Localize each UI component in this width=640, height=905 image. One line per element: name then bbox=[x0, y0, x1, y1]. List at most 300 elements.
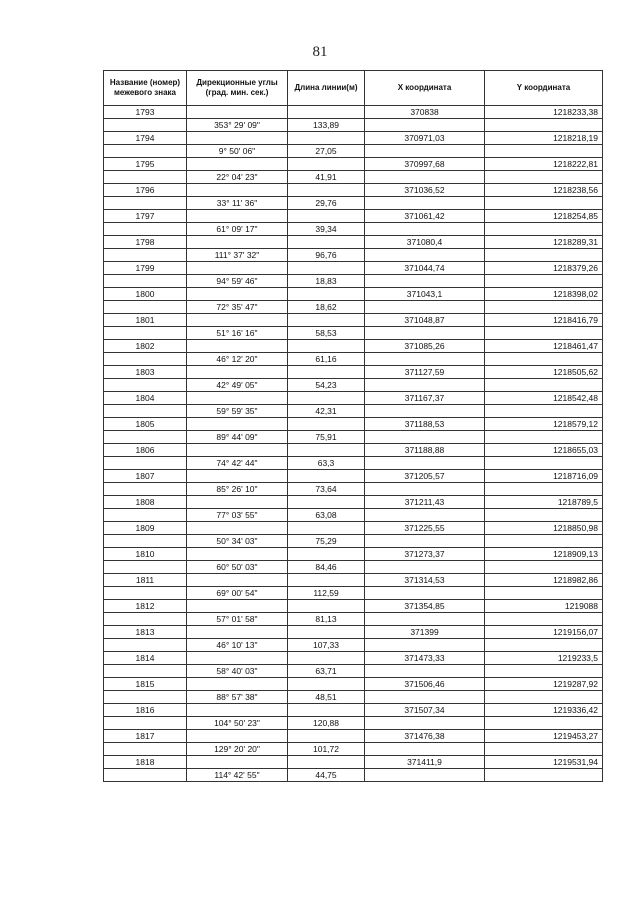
empty-cell bbox=[104, 145, 187, 158]
empty-cell bbox=[288, 574, 365, 587]
empty-cell bbox=[187, 444, 288, 457]
line-length: 63,71 bbox=[288, 665, 365, 678]
point-row bbox=[104, 418, 603, 431]
empty-cell bbox=[288, 626, 365, 639]
direction-angle: 104° 50' 23" bbox=[187, 717, 288, 730]
empty-cell bbox=[365, 743, 485, 756]
y-coordinate: 1219287,92 bbox=[485, 678, 603, 691]
point-row bbox=[104, 600, 603, 613]
header-length: Длина линии(м) bbox=[288, 71, 365, 106]
empty-cell bbox=[288, 158, 365, 171]
empty-cell bbox=[104, 561, 187, 574]
empty-cell bbox=[104, 327, 187, 340]
y-coordinate: 1219531,94 bbox=[485, 756, 603, 769]
segment-row bbox=[104, 509, 603, 522]
empty-cell bbox=[365, 353, 485, 366]
x-coordinate: 371043,1 bbox=[365, 288, 485, 301]
empty-cell bbox=[485, 613, 603, 626]
empty-cell bbox=[288, 522, 365, 535]
point-name: 1808 bbox=[104, 496, 187, 509]
empty-cell bbox=[104, 171, 187, 184]
line-length: 48,51 bbox=[288, 691, 365, 704]
point-name: 1813 bbox=[104, 626, 187, 639]
point-row bbox=[104, 756, 603, 769]
y-coordinate: 1218909,13 bbox=[485, 548, 603, 561]
point-name: 1803 bbox=[104, 366, 187, 379]
point-row bbox=[104, 210, 603, 223]
point-name: 1807 bbox=[104, 470, 187, 483]
empty-cell bbox=[365, 171, 485, 184]
direction-angle: 111° 37' 32" bbox=[187, 249, 288, 262]
y-coordinate: 1218398,02 bbox=[485, 288, 603, 301]
empty-cell bbox=[365, 587, 485, 600]
line-length: 107,33 bbox=[288, 639, 365, 652]
empty-cell bbox=[288, 210, 365, 223]
line-length: 81,13 bbox=[288, 613, 365, 626]
empty-cell bbox=[104, 379, 187, 392]
empty-cell bbox=[288, 470, 365, 483]
x-coordinate: 371507,34 bbox=[365, 704, 485, 717]
segment-row bbox=[104, 301, 603, 314]
empty-cell bbox=[365, 457, 485, 470]
empty-cell bbox=[187, 522, 288, 535]
empty-cell bbox=[288, 132, 365, 145]
empty-cell bbox=[104, 457, 187, 470]
empty-cell bbox=[187, 548, 288, 561]
direction-angle: 72° 35' 47" bbox=[187, 301, 288, 314]
empty-cell bbox=[187, 340, 288, 353]
point-row bbox=[104, 288, 603, 301]
empty-cell bbox=[365, 613, 485, 626]
segment-row bbox=[104, 119, 603, 132]
segment-row bbox=[104, 587, 603, 600]
y-coordinate: 1218716,09 bbox=[485, 470, 603, 483]
point-row bbox=[104, 444, 603, 457]
empty-cell bbox=[485, 197, 603, 210]
point-row bbox=[104, 366, 603, 379]
point-name: 1810 bbox=[104, 548, 187, 561]
y-coordinate: 1218505,62 bbox=[485, 366, 603, 379]
empty-cell bbox=[187, 106, 288, 119]
point-name: 1814 bbox=[104, 652, 187, 665]
empty-cell bbox=[485, 171, 603, 184]
empty-cell bbox=[365, 639, 485, 652]
empty-cell bbox=[187, 496, 288, 509]
empty-cell bbox=[187, 184, 288, 197]
point-row bbox=[104, 184, 603, 197]
empty-cell bbox=[104, 691, 187, 704]
empty-cell bbox=[365, 275, 485, 288]
table-header-row bbox=[104, 71, 603, 106]
point-row bbox=[104, 340, 603, 353]
line-length: 75,91 bbox=[288, 431, 365, 444]
direction-angle: 42° 49' 05" bbox=[187, 379, 288, 392]
empty-cell bbox=[365, 561, 485, 574]
empty-cell bbox=[288, 288, 365, 301]
x-coordinate: 371188,53 bbox=[365, 418, 485, 431]
segment-row bbox=[104, 223, 603, 236]
empty-cell bbox=[187, 392, 288, 405]
empty-cell bbox=[288, 652, 365, 665]
empty-cell bbox=[365, 483, 485, 496]
empty-cell bbox=[485, 327, 603, 340]
empty-cell bbox=[104, 431, 187, 444]
point-row bbox=[104, 652, 603, 665]
point-name: 1818 bbox=[104, 756, 187, 769]
point-row bbox=[104, 314, 603, 327]
x-coordinate: 371044,74 bbox=[365, 262, 485, 275]
empty-cell bbox=[365, 535, 485, 548]
x-coordinate: 371167,37 bbox=[365, 392, 485, 405]
direction-angle: 129° 20' 20" bbox=[187, 743, 288, 756]
empty-cell bbox=[104, 249, 187, 262]
empty-cell bbox=[104, 587, 187, 600]
empty-cell bbox=[104, 119, 187, 132]
empty-cell bbox=[187, 314, 288, 327]
direction-angle: 353° 29' 09" bbox=[187, 119, 288, 132]
x-coordinate: 371473,33 bbox=[365, 652, 485, 665]
empty-cell bbox=[187, 756, 288, 769]
point-name: 1805 bbox=[104, 418, 187, 431]
segment-row bbox=[104, 665, 603, 678]
point-row bbox=[104, 158, 603, 171]
segment-row bbox=[104, 639, 603, 652]
empty-cell bbox=[104, 509, 187, 522]
line-length: 84,46 bbox=[288, 561, 365, 574]
line-length: 63,3 bbox=[288, 457, 365, 470]
point-row bbox=[104, 522, 603, 535]
empty-cell bbox=[485, 743, 603, 756]
empty-cell bbox=[288, 678, 365, 691]
empty-cell bbox=[187, 366, 288, 379]
segment-row bbox=[104, 457, 603, 470]
empty-cell bbox=[288, 444, 365, 457]
empty-cell bbox=[187, 678, 288, 691]
segment-row bbox=[104, 717, 603, 730]
direction-angle: 50° 34' 03" bbox=[187, 535, 288, 548]
empty-cell bbox=[365, 431, 485, 444]
direction-angle: 61° 09' 17" bbox=[187, 223, 288, 236]
segment-row bbox=[104, 769, 603, 782]
point-row bbox=[104, 730, 603, 743]
x-coordinate: 371188,88 bbox=[365, 444, 485, 457]
empty-cell bbox=[288, 756, 365, 769]
empty-cell bbox=[187, 704, 288, 717]
empty-cell bbox=[288, 262, 365, 275]
line-length: 63,08 bbox=[288, 509, 365, 522]
empty-cell bbox=[187, 236, 288, 249]
empty-cell bbox=[288, 340, 365, 353]
point-name: 1796 bbox=[104, 184, 187, 197]
point-name: 1817 bbox=[104, 730, 187, 743]
point-name: 1815 bbox=[104, 678, 187, 691]
point-name: 1806 bbox=[104, 444, 187, 457]
segment-row bbox=[104, 145, 603, 158]
empty-cell bbox=[365, 379, 485, 392]
y-coordinate: 1218461,47 bbox=[485, 340, 603, 353]
empty-cell bbox=[365, 665, 485, 678]
x-coordinate: 371273,37 bbox=[365, 548, 485, 561]
point-name: 1804 bbox=[104, 392, 187, 405]
point-name: 1816 bbox=[104, 704, 187, 717]
empty-cell bbox=[365, 301, 485, 314]
x-coordinate: 371399 bbox=[365, 626, 485, 639]
direction-angle: 51° 16' 16" bbox=[187, 327, 288, 340]
empty-cell bbox=[288, 184, 365, 197]
point-row bbox=[104, 236, 603, 249]
empty-cell bbox=[485, 769, 603, 782]
point-name: 1801 bbox=[104, 314, 187, 327]
line-length: 58,53 bbox=[288, 327, 365, 340]
empty-cell bbox=[485, 457, 603, 470]
page-number: 81 bbox=[312, 44, 328, 60]
line-length: 41,91 bbox=[288, 171, 365, 184]
segment-row bbox=[104, 535, 603, 548]
empty-cell bbox=[187, 626, 288, 639]
empty-cell bbox=[187, 470, 288, 483]
direction-angle: 77° 03' 55" bbox=[187, 509, 288, 522]
direction-angle: 46° 12' 20" bbox=[187, 353, 288, 366]
direction-angle: 88° 57' 38" bbox=[187, 691, 288, 704]
line-length: 75,29 bbox=[288, 535, 365, 548]
y-coordinate: 1219088 bbox=[485, 600, 603, 613]
empty-cell bbox=[485, 145, 603, 158]
point-name: 1797 bbox=[104, 210, 187, 223]
empty-cell bbox=[485, 561, 603, 574]
empty-cell bbox=[485, 483, 603, 496]
segment-row bbox=[104, 353, 603, 366]
direction-angle: 57° 01' 58" bbox=[187, 613, 288, 626]
empty-cell bbox=[187, 574, 288, 587]
point-row bbox=[104, 262, 603, 275]
line-length: 120,88 bbox=[288, 717, 365, 730]
empty-cell bbox=[187, 730, 288, 743]
empty-cell bbox=[187, 132, 288, 145]
segment-row bbox=[104, 743, 603, 756]
line-length: 73,64 bbox=[288, 483, 365, 496]
empty-cell bbox=[485, 353, 603, 366]
table-body bbox=[104, 106, 603, 782]
empty-cell bbox=[104, 353, 187, 366]
empty-cell bbox=[485, 691, 603, 704]
empty-cell bbox=[485, 119, 603, 132]
point-name: 1800 bbox=[104, 288, 187, 301]
segment-row bbox=[104, 327, 603, 340]
y-coordinate: 1219453,27 bbox=[485, 730, 603, 743]
x-coordinate: 371314,53 bbox=[365, 574, 485, 587]
segment-row bbox=[104, 405, 603, 418]
empty-cell bbox=[485, 639, 603, 652]
empty-cell bbox=[485, 665, 603, 678]
y-coordinate: 1219156,07 bbox=[485, 626, 603, 639]
x-coordinate: 371354,85 bbox=[365, 600, 485, 613]
direction-angle: 94° 59' 46" bbox=[187, 275, 288, 288]
direction-angle: 59° 59' 35" bbox=[187, 405, 288, 418]
empty-cell bbox=[365, 327, 485, 340]
empty-cell bbox=[187, 210, 288, 223]
line-length: 27,05 bbox=[288, 145, 365, 158]
y-coordinate: 1218789,5 bbox=[485, 496, 603, 509]
point-row bbox=[104, 626, 603, 639]
y-coordinate: 1218416,79 bbox=[485, 314, 603, 327]
empty-cell bbox=[288, 496, 365, 509]
point-name: 1799 bbox=[104, 262, 187, 275]
empty-cell bbox=[365, 509, 485, 522]
empty-cell bbox=[288, 600, 365, 613]
segment-row bbox=[104, 171, 603, 184]
x-coordinate: 371085,26 bbox=[365, 340, 485, 353]
empty-cell bbox=[365, 223, 485, 236]
y-coordinate: 1219233,5 bbox=[485, 652, 603, 665]
y-coordinate: 1218289,31 bbox=[485, 236, 603, 249]
point-name: 1802 bbox=[104, 340, 187, 353]
point-row bbox=[104, 704, 603, 717]
line-length: 61,16 bbox=[288, 353, 365, 366]
header-x: X координата bbox=[365, 71, 485, 106]
empty-cell bbox=[104, 223, 187, 236]
x-coordinate: 371225,55 bbox=[365, 522, 485, 535]
empty-cell bbox=[288, 548, 365, 561]
x-coordinate: 370971,03 bbox=[365, 132, 485, 145]
x-coordinate: 370838 bbox=[365, 106, 485, 119]
x-coordinate: 371061,42 bbox=[365, 210, 485, 223]
y-coordinate: 1219336,42 bbox=[485, 704, 603, 717]
line-length: 112,59 bbox=[288, 587, 365, 600]
empty-cell bbox=[104, 197, 187, 210]
point-row bbox=[104, 392, 603, 405]
segment-row bbox=[104, 275, 603, 288]
x-coordinate: 371048,87 bbox=[365, 314, 485, 327]
point-name: 1793 bbox=[104, 106, 187, 119]
empty-cell bbox=[104, 483, 187, 496]
segment-row bbox=[104, 197, 603, 210]
empty-cell bbox=[365, 405, 485, 418]
empty-cell bbox=[485, 405, 603, 418]
segment-row bbox=[104, 483, 603, 496]
line-length: 44,75 bbox=[288, 769, 365, 782]
empty-cell bbox=[288, 730, 365, 743]
direction-angle: 33° 11' 36" bbox=[187, 197, 288, 210]
empty-cell bbox=[187, 600, 288, 613]
segment-row bbox=[104, 561, 603, 574]
line-length: 18,83 bbox=[288, 275, 365, 288]
point-row bbox=[104, 106, 603, 119]
point-row bbox=[104, 574, 603, 587]
point-name: 1795 bbox=[104, 158, 187, 171]
segment-row bbox=[104, 379, 603, 392]
empty-cell bbox=[288, 704, 365, 717]
empty-cell bbox=[104, 717, 187, 730]
segment-row bbox=[104, 613, 603, 626]
x-coordinate: 371127,59 bbox=[365, 366, 485, 379]
empty-cell bbox=[104, 275, 187, 288]
header-angle: Дирекционные углы (град. мин. сек.) bbox=[187, 71, 288, 106]
empty-cell bbox=[365, 717, 485, 730]
header-y: Y координата bbox=[485, 71, 603, 106]
empty-cell bbox=[187, 418, 288, 431]
direction-angle: 46° 10' 13" bbox=[187, 639, 288, 652]
header-name: Название (номер) межевого знака bbox=[104, 71, 187, 106]
empty-cell bbox=[485, 275, 603, 288]
empty-cell bbox=[365, 249, 485, 262]
direction-angle: 85° 26' 10" bbox=[187, 483, 288, 496]
empty-cell bbox=[104, 665, 187, 678]
point-name: 1794 bbox=[104, 132, 187, 145]
empty-cell bbox=[104, 743, 187, 756]
y-coordinate: 1218233,38 bbox=[485, 106, 603, 119]
empty-cell bbox=[104, 535, 187, 548]
point-row bbox=[104, 470, 603, 483]
empty-cell bbox=[485, 249, 603, 262]
empty-cell bbox=[104, 769, 187, 782]
point-name: 1798 bbox=[104, 236, 187, 249]
line-length: 133,89 bbox=[288, 119, 365, 132]
y-coordinate: 1218982,86 bbox=[485, 574, 603, 587]
empty-cell bbox=[104, 405, 187, 418]
x-coordinate: 371080,4 bbox=[365, 236, 485, 249]
empty-cell bbox=[485, 223, 603, 236]
y-coordinate: 1218850,98 bbox=[485, 522, 603, 535]
empty-cell bbox=[485, 535, 603, 548]
empty-cell bbox=[365, 145, 485, 158]
empty-cell bbox=[485, 717, 603, 730]
y-coordinate: 1218254,85 bbox=[485, 210, 603, 223]
direction-angle: 69° 00' 54" bbox=[187, 587, 288, 600]
empty-cell bbox=[288, 106, 365, 119]
direction-angle: 89° 44' 09" bbox=[187, 431, 288, 444]
y-coordinate: 1218238,56 bbox=[485, 184, 603, 197]
direction-angle: 60° 50' 03" bbox=[187, 561, 288, 574]
empty-cell bbox=[288, 418, 365, 431]
point-row bbox=[104, 496, 603, 509]
empty-cell bbox=[365, 119, 485, 132]
direction-angle: 74° 42' 44" bbox=[187, 457, 288, 470]
x-coordinate: 371211,43 bbox=[365, 496, 485, 509]
empty-cell bbox=[187, 262, 288, 275]
point-row bbox=[104, 548, 603, 561]
empty-cell bbox=[104, 613, 187, 626]
empty-cell bbox=[365, 769, 485, 782]
y-coordinate: 1218379,26 bbox=[485, 262, 603, 275]
empty-cell bbox=[104, 639, 187, 652]
line-length: 96,76 bbox=[288, 249, 365, 262]
empty-cell bbox=[485, 301, 603, 314]
empty-cell bbox=[365, 691, 485, 704]
empty-cell bbox=[485, 431, 603, 444]
empty-cell bbox=[187, 158, 288, 171]
x-coordinate: 370997,68 bbox=[365, 158, 485, 171]
point-row bbox=[104, 678, 603, 691]
line-length: 39,34 bbox=[288, 223, 365, 236]
direction-angle: 114° 42' 55" bbox=[187, 769, 288, 782]
y-coordinate: 1218655,03 bbox=[485, 444, 603, 457]
empty-cell bbox=[288, 392, 365, 405]
empty-cell bbox=[288, 366, 365, 379]
x-coordinate: 371506,46 bbox=[365, 678, 485, 691]
empty-cell bbox=[485, 509, 603, 522]
segment-row bbox=[104, 691, 603, 704]
empty-cell bbox=[288, 236, 365, 249]
point-name: 1811 bbox=[104, 574, 187, 587]
empty-cell bbox=[485, 379, 603, 392]
point-name: 1809 bbox=[104, 522, 187, 535]
point-name: 1812 bbox=[104, 600, 187, 613]
empty-cell bbox=[104, 301, 187, 314]
empty-cell bbox=[485, 587, 603, 600]
point-row bbox=[104, 132, 603, 145]
empty-cell bbox=[187, 652, 288, 665]
y-coordinate: 1218222,81 bbox=[485, 158, 603, 171]
